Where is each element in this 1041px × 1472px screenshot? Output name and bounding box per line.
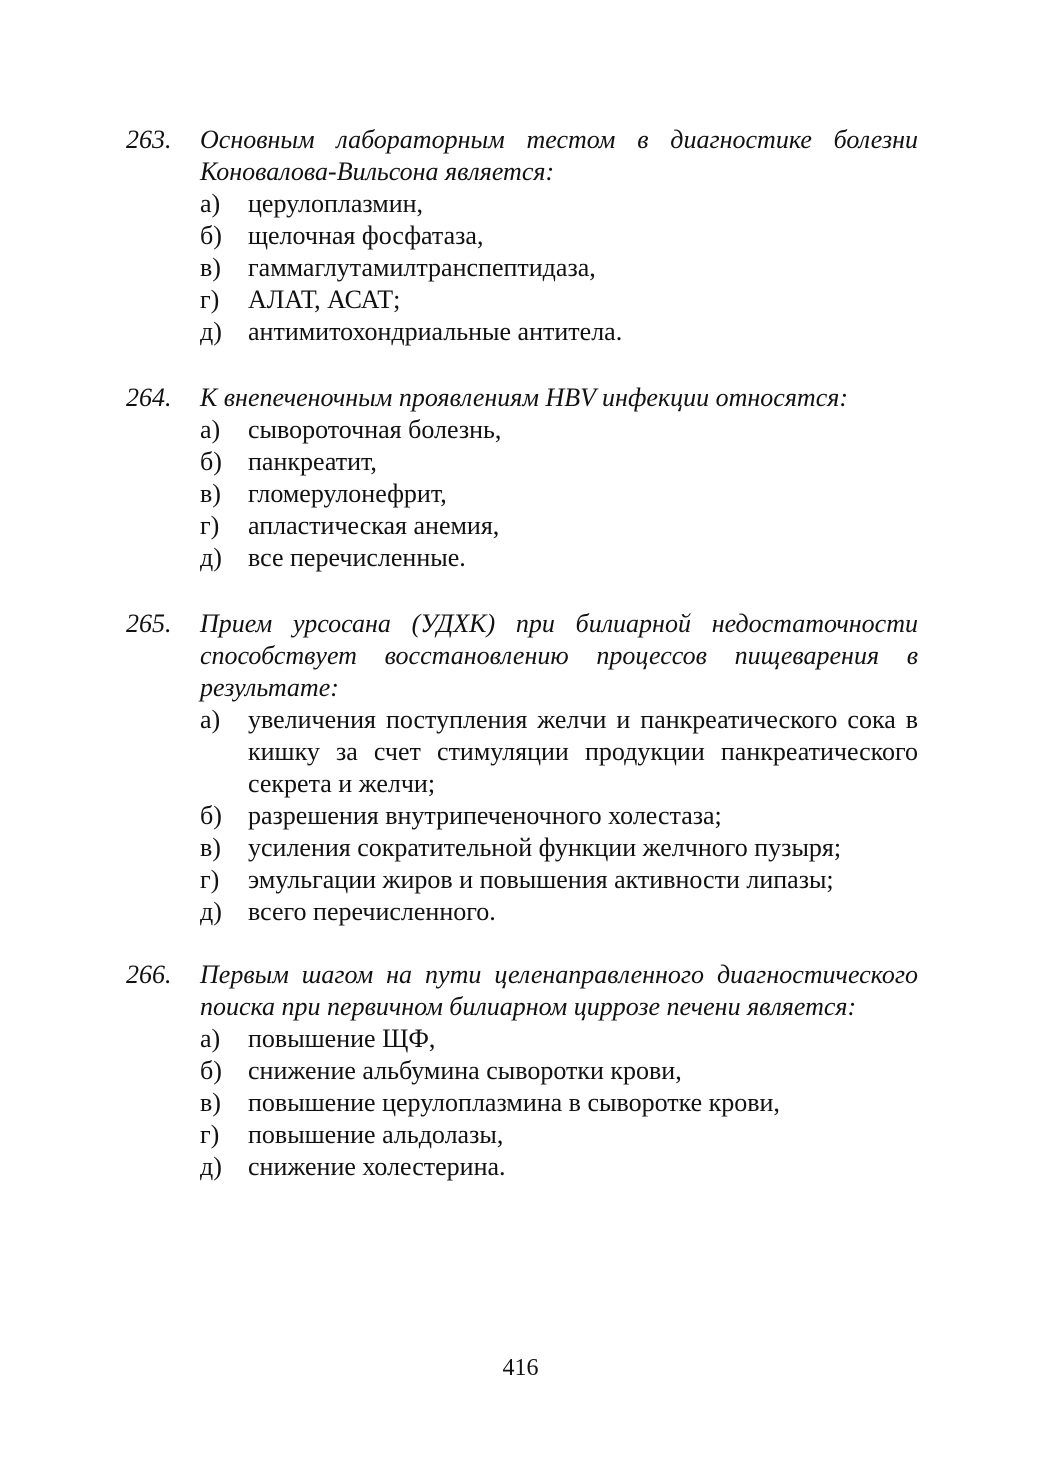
- answer-options: [126, 1023, 918, 1183]
- question-number: 266.: [126, 960, 172, 989]
- answer-option: [200, 446, 918, 478]
- option-text: гаммаглутамилтранспептидаза,: [248, 253, 596, 282]
- page-number: 416: [502, 1355, 539, 1381]
- option-letter: г): [200, 511, 220, 540]
- option-letter: а): [200, 705, 221, 734]
- option-text: эмульгации жиров и повышения активности липазы;: [248, 865, 834, 894]
- answer-option: [200, 478, 918, 510]
- question-number: 263.: [126, 125, 172, 154]
- question-header: [126, 959, 918, 1023]
- option-text: церулоплазмин,: [248, 189, 424, 218]
- option-text: антимитохондриальные антитела.: [248, 317, 623, 346]
- option-letter: б): [200, 1056, 222, 1085]
- option-letter: в): [200, 479, 221, 508]
- question-text: Прием урсосана (УДХК) при билиарной недостаточности способствует восстановлению процессов пищеварения в результате:: [200, 609, 918, 702]
- option-letter: а): [200, 1024, 221, 1053]
- answer-option: [200, 252, 918, 284]
- answer-option: [200, 832, 918, 864]
- option-letter: в): [200, 1088, 221, 1117]
- question-265: [126, 608, 918, 928]
- option-letter: в): [200, 833, 221, 862]
- option-text: все перечисленные.: [248, 543, 466, 572]
- answer-option: [200, 704, 918, 800]
- option-letter: а): [200, 415, 221, 444]
- option-letter: б): [200, 801, 222, 830]
- option-text: всего перечисленного.: [248, 897, 496, 926]
- question-text: К внепеченочным проявлениям HBV инфекции относятся:: [200, 383, 848, 412]
- option-text: гломерулонефрит,: [248, 479, 447, 508]
- question-number: 264.: [126, 383, 172, 412]
- question-263: [126, 124, 918, 348]
- option-letter: д): [200, 543, 222, 572]
- answer-option: [200, 316, 918, 348]
- option-letter: д): [200, 317, 222, 346]
- option-letter: а): [200, 189, 221, 218]
- answer-option: [200, 1151, 918, 1183]
- option-text: апластическая анемия,: [248, 511, 500, 540]
- answer-option: [200, 1055, 918, 1087]
- option-text: сывороточная болезнь,: [248, 415, 502, 444]
- option-letter: г): [200, 1120, 220, 1149]
- question-266: [126, 959, 918, 1183]
- question-header: [126, 124, 918, 188]
- option-letter: б): [200, 221, 222, 250]
- option-text: усиления сократительной функции желчного пузыря;: [248, 833, 842, 862]
- answer-option: [200, 1023, 918, 1055]
- option-text: повышение альдолазы,: [248, 1120, 504, 1149]
- option-letter: д): [200, 1152, 222, 1181]
- answer-option: [200, 220, 918, 252]
- answer-option: [200, 1119, 918, 1151]
- option-text: АЛАТ, АСАТ;: [248, 285, 401, 314]
- option-letter: в): [200, 253, 221, 282]
- option-text: снижение альбумина сыворотки крови,: [248, 1056, 682, 1085]
- option-text: разрешения внутрипеченочного холестаза;: [248, 801, 722, 830]
- option-letter: г): [200, 865, 220, 894]
- answer-option: [200, 284, 918, 316]
- answer-option: [200, 188, 918, 220]
- option-text: увеличения поступления желчи и панкреатического сока в кишку за счет стимуляции продукции панкреатического секрета и желчи;: [248, 705, 918, 798]
- answer-option: [200, 414, 918, 446]
- option-text: снижение холестерина.: [248, 1152, 506, 1181]
- option-letter: б): [200, 447, 222, 476]
- option-text: повышение ЩФ,: [248, 1024, 436, 1053]
- question-text: Первым шагом на пути целенаправленного диагностического поиска при первичном билиарном циррозе печени является:: [200, 960, 918, 1021]
- answer-option: [200, 542, 918, 574]
- answer-option: [200, 896, 918, 928]
- option-letter: г): [200, 285, 220, 314]
- answer-option: [200, 864, 918, 896]
- option-text: щелочная фосфатаза,: [248, 221, 484, 250]
- answer-option: [200, 1087, 918, 1119]
- answer-option: [200, 800, 918, 832]
- answer-options: [126, 414, 918, 574]
- answer-options: [126, 704, 918, 928]
- question-header: [126, 608, 918, 704]
- question-text: Основным лабораторным тестом в диагностике болезни Коновалова-Вильсона является:: [200, 125, 918, 186]
- question-header: [126, 382, 918, 414]
- option-text: панкреатит,: [248, 447, 377, 476]
- option-text: повышение церулоплазмина в сыворотке крови,: [248, 1088, 780, 1117]
- option-letter: д): [200, 897, 222, 926]
- question-number: 265.: [126, 609, 172, 638]
- answer-option: [200, 510, 918, 542]
- question-264: [126, 382, 918, 574]
- answer-options: [126, 188, 918, 348]
